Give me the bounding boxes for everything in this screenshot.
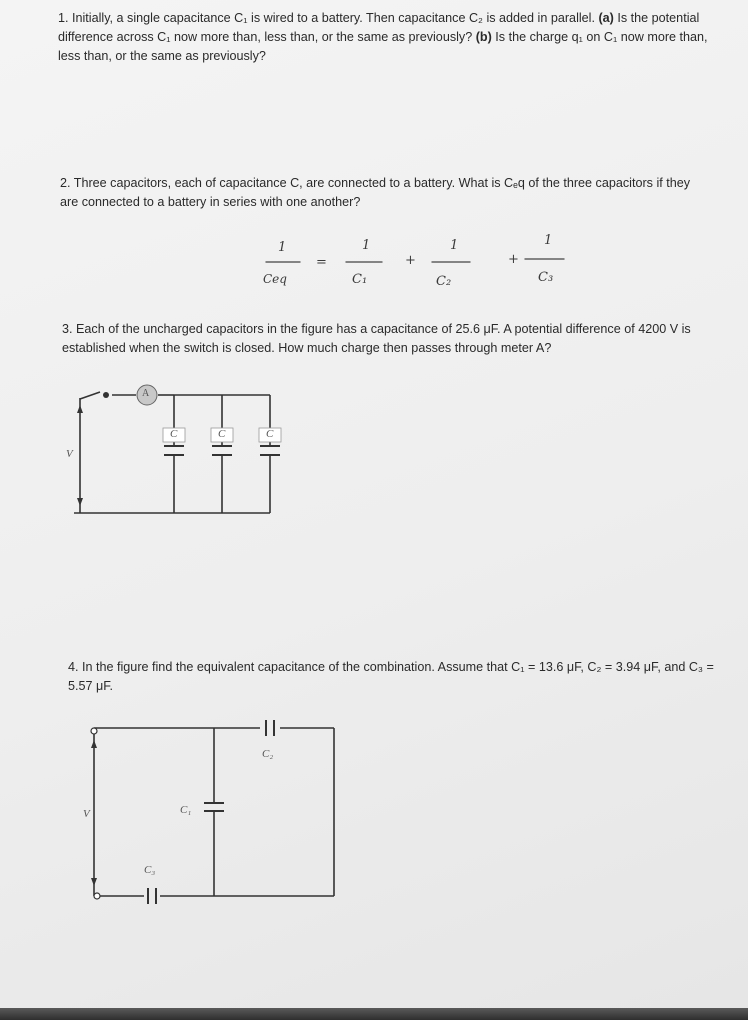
part-a-tag: (a) [598, 11, 614, 25]
hw-c1: C₁ [352, 272, 368, 287]
hw-c3: C₃ [538, 270, 554, 285]
part-b-tag: (b) [475, 30, 492, 44]
fig3-arrow-down [77, 498, 83, 506]
fig4-arrow-up [91, 740, 97, 748]
fig3-switch-blade [80, 392, 100, 399]
question-1-text-b: Is the potential difference across C₁ now more than, less than, or the same as previously? [58, 11, 700, 44]
hw-numerator-2: 1 [362, 238, 371, 253]
fig4-v-label: V [83, 808, 90, 820]
desk-edge [0, 1008, 748, 1020]
fig3-switch-contact [103, 392, 109, 398]
hw-plus-1: + [405, 253, 416, 268]
fig4-c1-label: C₁ [180, 804, 192, 816]
question-1-text-c: Is the charge q₁ on C₁ now more than, less than, or the same as previously? [58, 30, 708, 63]
fig3-meter-label: A [142, 388, 150, 399]
fig4-bottom-terminal [94, 893, 100, 899]
fig3-c-label-1: C [170, 428, 178, 440]
question-1-text-a: 1. Initially, a single capacitance C₁ is wired to a battery. Then capacitance C₂ is added in parallel. [58, 11, 599, 25]
question-4-text: 4. In the figure find the equivalent capacitance of the combination. Assume that C₁ = 13.6 μF, C₂ = 3.94 μF, and C₃ = 5.57 μF. [68, 660, 714, 693]
hw-numerator-4: 1 [544, 233, 553, 248]
fig4-c2-label: C₂ [262, 748, 274, 760]
question-3-text: 3. Each of the uncharged capacitors in the figure has a capacitance of 25.6 μF. A potential difference of 4200 V is established when the switch is closed. How much charge then passes through meter A? [62, 322, 691, 355]
figure-3-circuit [74, 392, 280, 513]
hw-numerator-3: 1 [450, 238, 459, 253]
fig3-c-label-2: C [218, 428, 226, 440]
question-2-text: 2. Three capacitors, each of capacitance C, are connected to a battery. What is Cₑq of the three capacitors if they are connected to a battery in series with one another? [60, 176, 691, 209]
figure-4-circuit [94, 720, 334, 904]
hw-plus-2: + [508, 252, 519, 267]
hw-ceq: Ceq [263, 272, 287, 286]
fig4-arrow-down [91, 878, 97, 886]
fig3-v-label: V [66, 448, 73, 460]
fig3-arrow-up [77, 405, 83, 413]
hw-equals: = [316, 255, 327, 270]
hw-c2: C₂ [436, 274, 452, 289]
fig3-c-label-3: C [266, 428, 274, 440]
fig4-c3-label: C₃ [144, 864, 156, 876]
fig4-top-terminal [91, 728, 97, 734]
hw-numerator-1: 1 [278, 240, 287, 255]
